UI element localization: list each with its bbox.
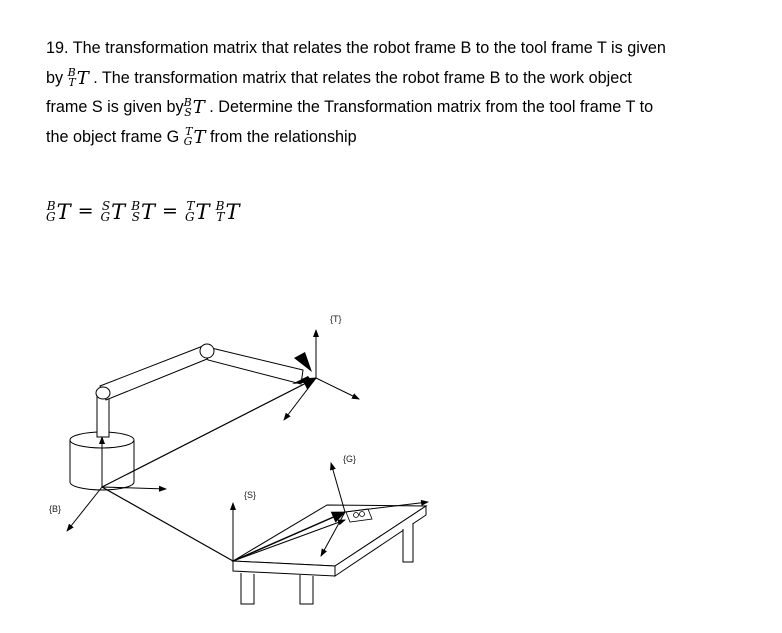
transform-symbol: T [193,126,206,148]
robot-arm [96,344,303,437]
problem-text-2a: by [46,68,64,87]
problem-text-1: 19. The transformation matrix that relates the robot frame B to the tool frame T is given [46,39,666,57]
sub-S: S [184,105,192,119]
sub-G: G [46,210,56,224]
equals-sign: = [162,200,178,222]
sup-B: B [131,199,141,213]
problem-text-3b: . Determine the Transformation matrix from the tool frame T to [209,98,654,117]
sup-B: B [183,95,192,109]
transform-symbol: T [141,200,156,224]
transform-symbol: T [225,200,240,224]
sub-G: G [100,210,111,224]
problem-text-4a: the object frame G [46,127,180,146]
sub-G: G [183,135,193,149]
vector-B-to-T [102,378,316,487]
label-frame-G: {G} [343,454,357,464]
label-frame-T: {T} [330,314,342,324]
transform-symbol: T [76,67,89,89]
sup-T: T [186,199,195,213]
transform-symbol: T [195,200,210,224]
sup-B: B [215,199,225,213]
work-table [233,505,426,604]
transform-symbol: T [192,97,205,118]
sub-T: T [68,76,76,90]
sub-S: S [131,210,141,224]
problem-text-3a: frame S is given by [46,98,184,117]
sup-S: S [101,199,111,213]
sub-G: G [184,210,195,224]
equals-sign: = [77,200,94,222]
transform-symbol: T [56,200,71,224]
label-frame-S: {S} [244,490,257,500]
problem-text-4b: from the relationship [209,127,357,146]
sup-T: T [185,125,193,139]
transform-symbol: T [111,200,126,224]
problem-text-2b: . The transformation matrix that relates the robot frame B to the work object [93,68,632,87]
sup-B: B [67,66,76,80]
sup-B: B [46,199,56,213]
label-frame-B: {B} [49,504,62,514]
vector-B-to-S [102,487,233,561]
sub-T: T [216,210,225,224]
